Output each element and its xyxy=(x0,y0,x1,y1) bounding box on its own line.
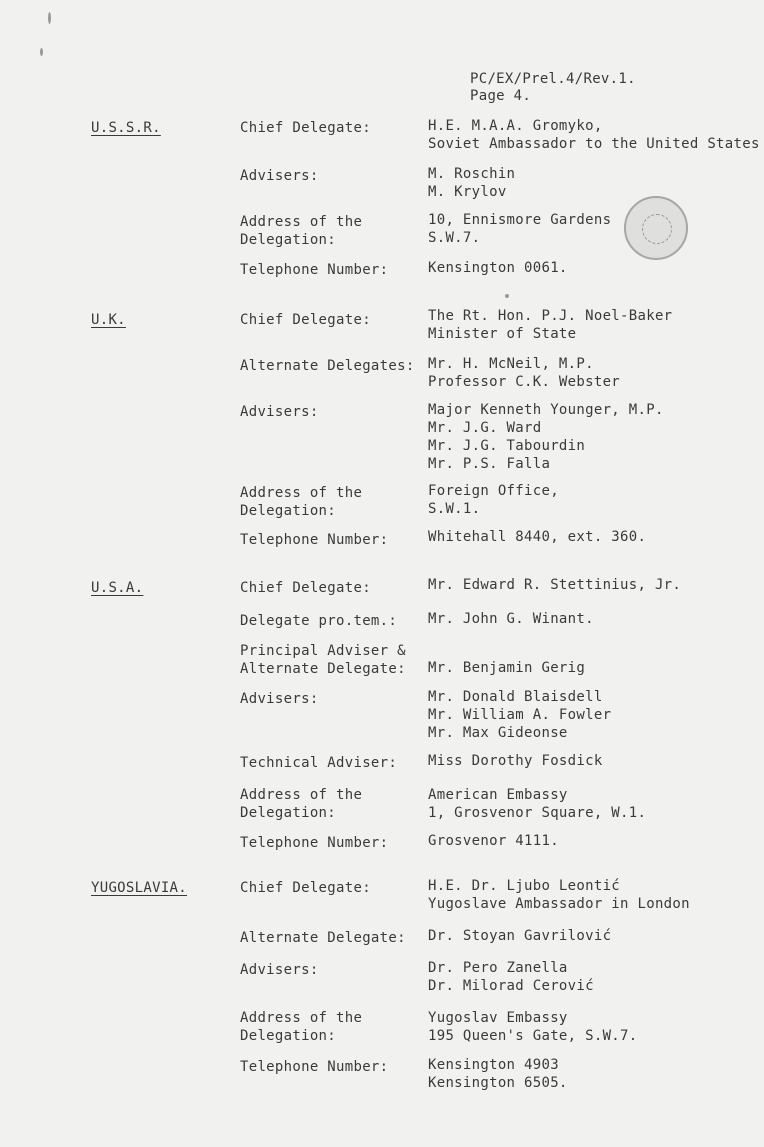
field-value: Dr. Pero Zanella Dr. Milorad Cerović xyxy=(428,960,594,994)
field-label: Telephone Number: xyxy=(240,532,389,548)
field-value: Mr. H. McNeil, M.P. Professor C.K. Webster xyxy=(428,356,621,390)
field-label: Delegate pro.tem.: xyxy=(240,613,398,629)
field-value: H.E. Dr. Ljubo Leontić Yugoslave Ambassador in London xyxy=(428,878,690,912)
page-number: Page 4. xyxy=(470,88,532,104)
field-label: Principal Adviser & Alternate Delegate: xyxy=(240,643,406,677)
field-label: Address of the Delegation: xyxy=(240,1010,363,1044)
field-label: Address of the Delegation: xyxy=(240,787,363,821)
field-value: American Embassy 1, Grosvenor Square, W.1. xyxy=(428,787,647,821)
field-value: Mr. Edward R. Stettinius, Jr. xyxy=(428,577,682,593)
paper-mark xyxy=(40,48,43,56)
field-value: Kensington 4903 Kensington 6505. xyxy=(428,1057,568,1091)
field-label: Chief Delegate: xyxy=(240,312,371,328)
field-value: Mr. John G. Winant. xyxy=(428,611,594,627)
field-value: Mr. Donald Blaisdell Mr. William A. Fowler Mr. Max Gideonse xyxy=(428,689,612,741)
field-label: Address of the Delegation: xyxy=(240,485,363,519)
field-label: Telephone Number: xyxy=(240,262,389,278)
field-label: Technical Adviser: xyxy=(240,755,398,771)
field-value: Dr. Stoyan Gavrilović xyxy=(428,928,612,944)
field-label: Chief Delegate: xyxy=(240,580,371,596)
field-value: Miss Dorothy Fosdick xyxy=(428,753,603,769)
field-value: Foreign Office, S.W.1. xyxy=(428,483,559,517)
field-label: Address of the Delegation: xyxy=(240,214,363,248)
field-value: M. Roschin M. Krylov xyxy=(428,166,516,200)
field-label: Telephone Number: xyxy=(240,835,389,851)
field-label: Advisers: xyxy=(240,404,319,420)
country-heading: U.S.A. xyxy=(91,580,144,596)
field-label: Advisers: xyxy=(240,691,319,707)
field-label: Alternate Delegate: xyxy=(240,930,406,946)
field-value: Grosvenor 4111. xyxy=(428,833,559,849)
country-heading: YUGOSLAVIA. xyxy=(91,880,188,896)
field-value: Whitehall 8440, ext. 360. xyxy=(428,529,647,545)
field-label: Advisers: xyxy=(240,168,319,184)
document-reference: PC/EX/Prel.4/Rev.1. xyxy=(470,71,636,87)
library-stamp xyxy=(624,196,688,260)
country-heading: U.S.S.R. xyxy=(91,120,161,136)
country-heading: U.K. xyxy=(91,312,126,328)
field-label: Chief Delegate: xyxy=(240,120,371,136)
field-label: Telephone Number: xyxy=(240,1059,389,1075)
field-label: Advisers: xyxy=(240,962,319,978)
paper-mark xyxy=(505,294,509,298)
field-value: Yugoslav Embassy 195 Queen's Gate, S.W.7. xyxy=(428,1010,638,1044)
field-value: Mr. Benjamin Gerig xyxy=(428,660,586,676)
paper-mark xyxy=(48,12,51,24)
field-value: H.E. M.A.A. Gromyko, Soviet Ambassador to the United States xyxy=(428,118,760,152)
field-value: Kensington 0061. xyxy=(428,260,568,276)
field-label: Chief Delegate: xyxy=(240,880,371,896)
field-value: 10, Ennismore Gardens S.W.7. xyxy=(428,212,612,246)
field-value: Major Kenneth Younger, M.P. Mr. J.G. Ward Mr. J.G. Tabourdin Mr. P.S. Falla xyxy=(428,402,664,472)
field-label: Alternate Delegates: xyxy=(240,358,415,374)
field-value: The Rt. Hon. P.J. Noel-Baker Minister of State xyxy=(428,308,673,342)
